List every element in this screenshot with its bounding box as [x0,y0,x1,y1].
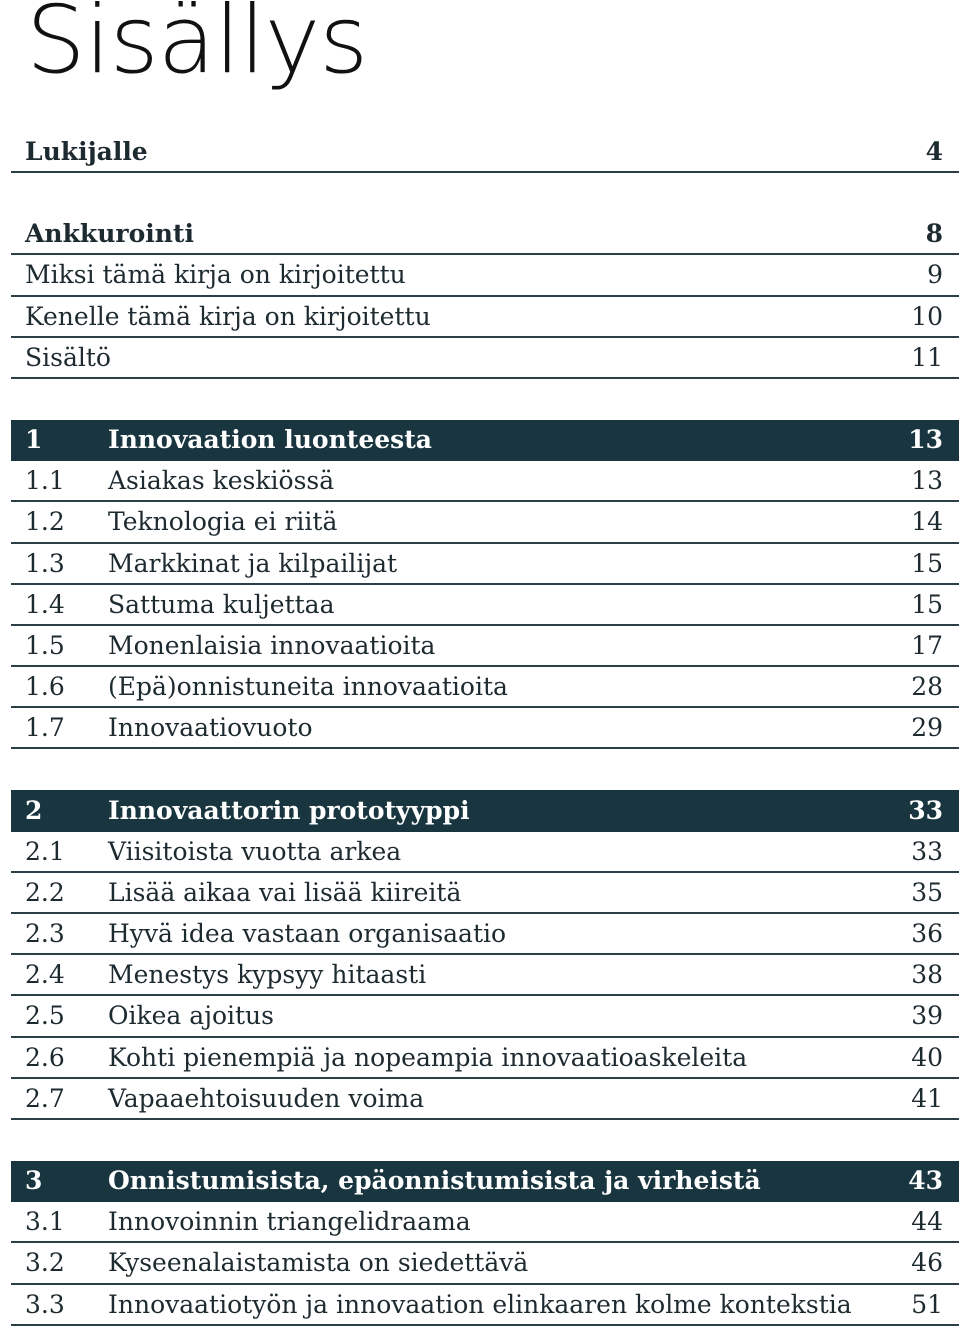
entry-page-number: 28 [911,672,943,702]
entry-title: Vapaaehtoisuuden voima [108,1083,425,1113]
section-row[interactable] [11,832,959,873]
table-of-contents [11,132,959,1326]
entry-title: Teknologia ei riitä [108,507,338,537]
section-row[interactable] [11,1202,959,1243]
entry-page-number: 9 [927,260,943,290]
entry-number: 1.7 [25,713,65,743]
section-row[interactable] [11,955,959,996]
entry-page-number: 51 [911,1289,943,1319]
toc-entry[interactable] [11,132,959,173]
entry-page-number: 14 [911,507,943,537]
section-row[interactable] [11,626,959,667]
toc-entry[interactable] [11,338,959,379]
entry-page-number: 4 [925,137,943,167]
chapter-header-row[interactable] [11,420,959,461]
chapter-header-row[interactable] [11,790,959,831]
section-row[interactable] [11,1285,959,1326]
section-row[interactable] [11,585,959,626]
entry-page-number: 8 [925,219,943,249]
section-row[interactable] [11,708,959,749]
spacer [11,749,959,790]
section-row[interactable] [11,502,959,543]
entry-page-number: 15 [911,548,943,578]
entry-number: 1.1 [25,466,65,496]
entry-number: 1.3 [25,548,65,578]
entry-title: Viisitoista vuotta arkea [108,836,402,866]
entry-number: 1 [25,425,43,455]
entry-number: 2.7 [25,1083,65,1113]
entry-page-number: 46 [911,1248,943,1278]
section-row[interactable] [11,667,959,708]
entry-number: 2.4 [25,960,65,990]
entry-title: Lukijalle [25,137,148,167]
entry-title: Innovaatiotyön ja innovaation elinkaaren kolme kontekstia [108,1289,852,1319]
entry-title: Markkinat ja kilpailijat [108,548,398,578]
entry-number: 3 [25,1166,43,1196]
entry-page-number: 17 [911,630,943,660]
entry-title: Monenlaisia innovaatioita [108,630,436,660]
entry-number: 2 [25,795,43,825]
entry-title: Innovaation luonteesta [108,425,432,455]
entry-title: Sisältö [25,342,111,372]
entry-page-number: 33 [908,795,943,825]
entry-number: 2.5 [25,1001,65,1031]
entry-title: (Epä)onnistuneita innovaatioita [108,672,508,702]
section-row[interactable] [11,873,959,914]
section-row[interactable] [11,544,959,585]
entry-page-number: 29 [911,713,943,743]
entry-title: Sattuma kuljettaa [108,589,335,619]
spacer [11,1120,959,1161]
toc-entry[interactable] [11,255,959,296]
toc-entry[interactable] [11,214,959,255]
entry-number: 1.2 [25,507,65,537]
page-title: Sisällys [26,0,368,95]
section-row[interactable] [11,914,959,955]
entry-title: Ankkurointi [25,219,194,249]
entry-page-number: 43 [908,1166,943,1196]
entry-title: Miksi tämä kirja on kirjoitettu [25,260,406,290]
entry-page-number: 33 [911,836,943,866]
entry-title: Asiakas keskiössä [108,466,335,496]
entry-title: Menestys kypsyy hitaasti [108,960,427,990]
section-row[interactable] [11,996,959,1037]
section-row[interactable] [11,461,959,502]
entry-number: 2.1 [25,836,65,866]
spacer [11,173,959,214]
entry-number: 2.6 [25,1042,65,1072]
entry-title: Oikea ajoitus [108,1001,274,1031]
chapter-header-row[interactable] [11,1161,959,1202]
entry-page-number: 10 [911,301,943,331]
section-row[interactable] [11,1079,959,1120]
entry-page-number: 44 [911,1207,943,1237]
entry-title: Innovoinnin triangelidraama [108,1207,471,1237]
entry-number: 1.5 [25,630,65,660]
entry-number: 2.3 [25,919,65,949]
section-row[interactable] [11,1243,959,1284]
entry-page-number: 40 [911,1042,943,1072]
entry-number: 2.2 [25,877,65,907]
entry-page-number: 39 [911,1001,943,1031]
entry-title: Lisää aikaa vai lisää kiireitä [108,877,462,907]
entry-title: Innovaatiovuoto [108,713,313,743]
entry-title: Onnistumisista, epäonnistumisista ja virheistä [108,1166,761,1196]
entry-number: 3.2 [25,1248,65,1278]
entry-page-number: 38 [911,960,943,990]
entry-page-number: 41 [911,1083,943,1113]
entry-title: Kohti pienempiä ja nopeampia innovaatioaskeleita [108,1042,748,1072]
entry-page-number: 35 [911,877,943,907]
toc-entry[interactable] [11,297,959,338]
entry-page-number: 11 [911,342,943,372]
entry-title: Innovaattorin prototyyppi [108,795,470,825]
entry-number: 1.4 [25,589,65,619]
entry-number: 3.1 [25,1207,65,1237]
entry-page-number: 15 [911,589,943,619]
entry-title: Hyvä idea vastaan organisaatio [108,919,507,949]
entry-number: 1.6 [25,672,65,702]
entry-page-number: 13 [908,425,943,455]
entry-page-number: 13 [911,466,943,496]
entry-number: 3.3 [25,1289,65,1319]
spacer [11,379,959,420]
entry-page-number: 36 [911,919,943,949]
entry-title: Kenelle tämä kirja on kirjoitettu [25,301,431,331]
section-row[interactable] [11,1038,959,1079]
entry-title: Kyseenalaistamista on siedettävä [108,1248,529,1278]
